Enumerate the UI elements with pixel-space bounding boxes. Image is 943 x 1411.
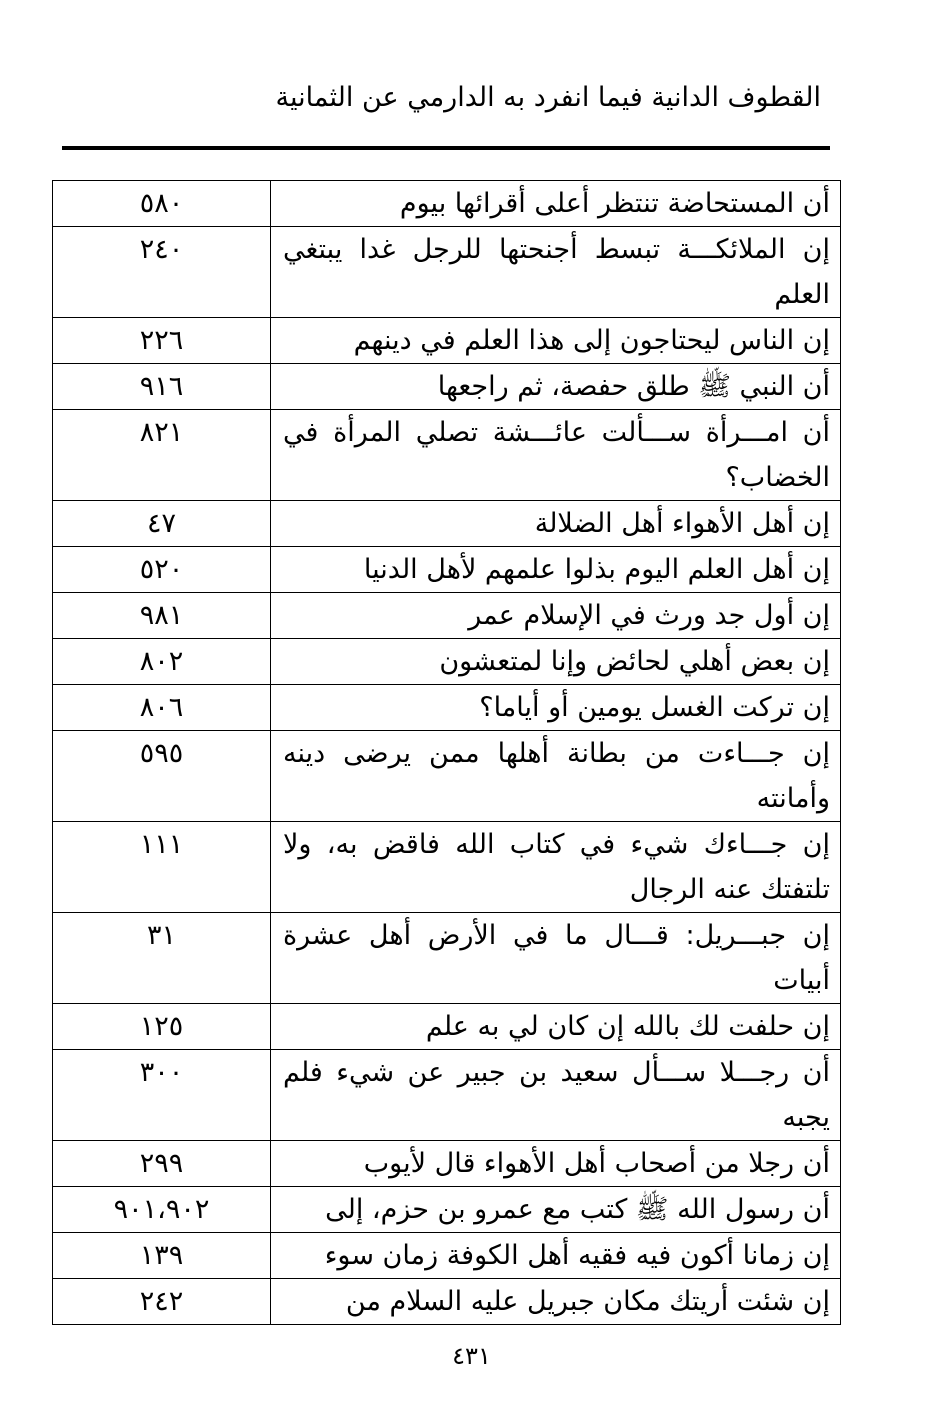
page-reference-cell: ٨٠٦: [53, 685, 271, 731]
table-row: [53, 913, 841, 1004]
hadith-incipit-cell: أن رجـــلا ســـأل سعيد بن جبير عن شيء فلم يجبه: [271, 1050, 841, 1141]
hadith-incipit-cell: أن امـــرأة ســـألت عائـــشة تصلي المرأة في الخضاب؟: [271, 410, 841, 501]
hadith-incipit-cell: إن جـــاءك شيء في كتاب الله فاقض به، ولا تلتفتك عنه الرجال: [271, 822, 841, 913]
table-row: [53, 227, 841, 318]
page-reference-cell: ٣٠٠: [53, 1050, 271, 1141]
page-reference-cell: ٢٩٩: [53, 1141, 271, 1187]
header-divider: [62, 146, 830, 150]
hadith-incipit-cell: إن أهل العلم اليوم بذلوا علمهم لأهل الدنيا: [271, 547, 841, 593]
hadith-incipit-cell: إن زمانا أكون فيه فقيه أهل الكوفة زمان سوء: [271, 1233, 841, 1279]
page-reference-cell: ٢٢٦: [53, 318, 271, 364]
table-row: [53, 547, 841, 593]
table-row: [53, 501, 841, 547]
page-reference-cell: ١٢٥: [53, 1004, 271, 1050]
page-reference-cell: ٢٤٠: [53, 227, 271, 318]
table-row: [53, 1233, 841, 1279]
hadith-incipit-cell: إن جـــاءت من بطانة أهلها ممن يرضى دينه وأمانته: [271, 731, 841, 822]
table-row: [53, 1187, 841, 1233]
hadith-incipit-cell: إن جبـــريل: قـــال ما في الأرض أهل عشرة أبيات: [271, 913, 841, 1004]
hadith-incipit-cell: أن رسول الله ﷺ كتب مع عمرو بن حزم، إلى: [271, 1187, 841, 1233]
hadith-index-table: [52, 180, 841, 1325]
hadith-incipit-cell: أن المستحاضة تنتظر أعلى أقرائها بيوم: [271, 181, 841, 227]
hadith-incipit-cell: أن رجلا من أصحاب أهل الأهواء قال لأيوب: [271, 1141, 841, 1187]
table-row: [53, 822, 841, 913]
page-reference-cell: ٩٠١،٩٠٢: [53, 1187, 271, 1233]
table-row: [53, 410, 841, 501]
table-row: [53, 731, 841, 822]
page-reference-cell: ١١١: [53, 822, 271, 913]
table-row: [53, 181, 841, 227]
page-reference-cell: ٥٢٠: [53, 547, 271, 593]
page-reference-cell: ٥٨٠: [53, 181, 271, 227]
table-row: [53, 593, 841, 639]
page-reference-cell: ٨٠٢: [53, 639, 271, 685]
table-row: [53, 1141, 841, 1187]
hadith-incipit-cell: إن شئت أريتك مكان جبريل عليه السلام من: [271, 1279, 841, 1325]
hadith-incipit-cell: إن الملائكـــة تبسط أجنحتها للرجل غدا يبتغي العلم: [271, 227, 841, 318]
hadith-incipit-cell: إن تركت الغسل يومين أو أياما؟: [271, 685, 841, 731]
table-row: [53, 685, 841, 731]
page-reference-cell: ٣١: [53, 913, 271, 1004]
page-reference-cell: ٢٤٢: [53, 1279, 271, 1325]
hadith-incipit-cell: إن أهل الأهواء أهل الضلالة: [271, 501, 841, 547]
hadith-incipit-cell: أن النبي ﷺ طلق حفصة، ثم راجعها: [271, 364, 841, 410]
page-reference-cell: ٥٩٥: [53, 731, 271, 822]
table-row: [53, 318, 841, 364]
page-number: ٤٣١: [452, 1342, 491, 1370]
table-row: [53, 1050, 841, 1141]
page-reference-cell: ٤٧: [53, 501, 271, 547]
table-row: [53, 364, 841, 410]
page-reference-cell: ٩١٦: [53, 364, 271, 410]
page-reference-cell: ١٣٩: [53, 1233, 271, 1279]
running-header-title: القطوف الدانية فيما انفرد به الدارمي عن الثمانية: [275, 82, 821, 113]
table-row: [53, 1279, 841, 1325]
page-reference-cell: ٨٢١: [53, 410, 271, 501]
table-row: [53, 639, 841, 685]
hadith-incipit-cell: إن حلفت لك بالله إن كان لي به علم: [271, 1004, 841, 1050]
table-body: [53, 181, 841, 1325]
hadith-incipit-cell: إن أول جد ورث في الإسلام عمر: [271, 593, 841, 639]
table-row: [53, 1004, 841, 1050]
hadith-incipit-cell: إن بعض أهلي لحائض وإنا لمتعشون: [271, 639, 841, 685]
page-reference-cell: ٩٨١: [53, 593, 271, 639]
hadith-incipit-cell: إن الناس ليحتاجون إلى هذا العلم في دينهم: [271, 318, 841, 364]
